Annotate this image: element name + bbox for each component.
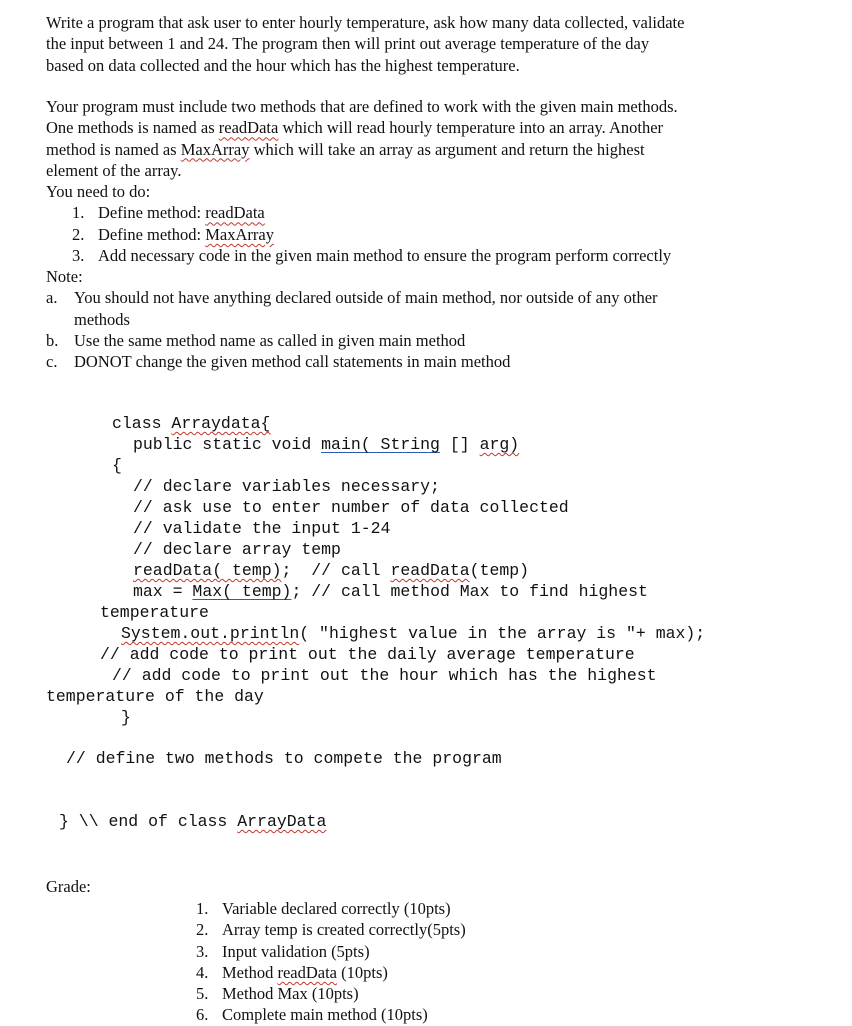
grade-number: 6.	[196, 1005, 209, 1025]
code-line	[133, 435, 519, 456]
todo-list	[46, 202, 678, 266]
requirements-paragraph	[46, 96, 678, 266]
text: (10pts)	[337, 962, 388, 982]
text: You should not have anything declared outside of main method, nor outside of any other	[74, 288, 658, 308]
note-item	[46, 351, 658, 372]
note-letter: b.	[46, 330, 59, 350]
code-comment: temperature	[100, 603, 209, 622]
text: Array temp is created correctly(5pts)	[222, 920, 466, 940]
text: Define method:	[98, 203, 206, 223]
method-name-readdata: readData	[218, 118, 279, 138]
code-token: ( "highest value in the array is "+ max);	[299, 624, 706, 643]
text: Define method:	[98, 224, 206, 244]
grade-number: 2.	[196, 920, 209, 940]
code-token: ; // call	[281, 561, 391, 580]
intro-paragraph	[46, 12, 684, 76]
code-line	[112, 414, 270, 435]
code-comment: // declare variables necessary;	[133, 477, 440, 496]
code-token: (temp)	[469, 561, 530, 580]
grade-item	[196, 898, 466, 919]
text: method is named as	[46, 139, 181, 159]
method-name-readdata: readData	[205, 203, 265, 223]
requirements-line	[46, 117, 678, 138]
grade-item	[196, 941, 466, 962]
todo-item	[72, 202, 678, 223]
note-letter: c.	[46, 352, 58, 372]
code-comment: // add code to print out the hour which has the highest	[112, 666, 657, 685]
code-token: max =	[133, 582, 193, 601]
text: Method	[222, 962, 278, 982]
code-comment: // declare array temp	[133, 540, 341, 559]
code-line: {	[112, 456, 122, 475]
text: Add necessary code in the given main method to ensure the program perform correctly	[98, 246, 672, 266]
text: One methods is named as	[46, 118, 219, 138]
intro-line: Write a program that ask user to enter hourly temperature, ask how many data collected, validate	[46, 13, 685, 32]
intro-line: based on data collected and the hour which has the highest temperature.	[46, 55, 520, 75]
code-line	[59, 812, 326, 833]
code-token: class	[112, 414, 172, 433]
grade-list	[196, 898, 466, 1026]
code-comment: // add code to print out the daily average temperature	[100, 645, 635, 664]
todo-number: 3.	[72, 246, 85, 266]
todo-item	[72, 224, 678, 245]
notes-heading: Note:	[46, 267, 83, 286]
grade-number: 3.	[196, 941, 209, 961]
code-line	[133, 561, 529, 582]
text: DONOT change the given method call statements in main method	[74, 352, 511, 372]
text: which will read hourly temperature into an array. Another	[278, 118, 664, 138]
readdata-call: readData( temp)	[133, 561, 282, 580]
code-comment: ; // call method Max to find highest	[291, 582, 648, 601]
text: Method Max (10pts)	[222, 984, 359, 1004]
grade-number: 1.	[196, 899, 209, 918]
method-name-readdata: readData	[277, 962, 338, 982]
text: Use the same method name as called in given main method	[74, 330, 466, 350]
code-comment: // define two methods to compete the program	[66, 749, 502, 768]
method-name-maxarray: MaxArray	[205, 224, 274, 244]
grade-number: 4.	[196, 962, 209, 982]
note-item	[46, 330, 658, 351]
text: Input validation (5pts)	[222, 941, 370, 961]
todo-heading: You need to do:	[46, 182, 151, 202]
println-call: System.out.println	[121, 624, 300, 643]
grade-item	[196, 1004, 466, 1025]
max-call: Max( temp)	[192, 582, 292, 601]
method-name-maxarray: MaxArray	[180, 139, 250, 159]
code-line	[133, 582, 648, 603]
code-comment: // validate the input 1-24	[133, 519, 391, 538]
requirements-line: Your program must include two methods that are defined to work with the given main methods.	[46, 97, 678, 116]
code-token: public static void	[133, 435, 322, 454]
main-signature: main( String	[321, 435, 440, 454]
todo-item	[72, 245, 678, 266]
text: Variable declared correctly (10pts)	[222, 899, 451, 918]
requirements-line: element of the array.	[46, 160, 182, 180]
code-line: }	[121, 708, 131, 727]
notes-section	[46, 266, 658, 372]
text: which will take an array as argument and return the highest	[249, 139, 645, 159]
code-token: } \\ end of class	[59, 812, 238, 831]
grade-item	[196, 919, 466, 940]
grade-item	[196, 962, 466, 983]
arg-token: arg)	[479, 435, 520, 454]
code-line	[121, 624, 705, 645]
todo-number: 2.	[72, 224, 85, 244]
grade-item	[196, 983, 466, 1004]
requirements-line	[46, 139, 678, 160]
class-name-arraydata: ArrayData	[237, 812, 327, 831]
method-name-readdata: readData	[390, 561, 470, 580]
grade-number: 5.	[196, 984, 209, 1004]
note-item-continued: methods	[74, 309, 130, 329]
code-token: []	[439, 435, 480, 454]
intro-line: the input between 1 and 24. The program then will print out average temperature of the day	[46, 34, 650, 54]
text: Complete main method (10pts)	[222, 1005, 428, 1025]
grade-heading: Grade:	[46, 877, 91, 896]
note-item	[46, 287, 658, 308]
class-name-arraydata: Arraydata{	[171, 414, 271, 433]
todo-number: 1.	[72, 203, 85, 223]
code-comment: temperature of the day	[46, 687, 264, 706]
note-letter: a.	[46, 288, 58, 308]
code-comment: // ask use to enter number of data collected	[133, 498, 569, 517]
